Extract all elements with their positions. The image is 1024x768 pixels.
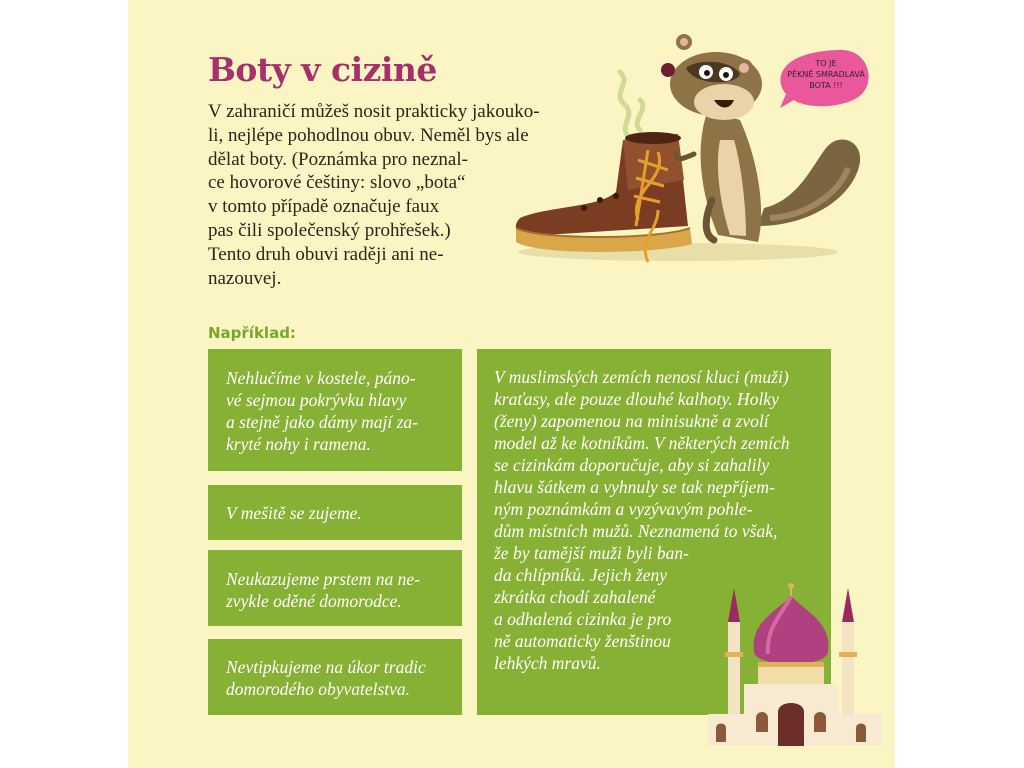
big-box-line: že by tamější muži byli ban- [494, 543, 689, 563]
big-box-line: ným poznámkám a vyzývavým pohle- [494, 499, 753, 519]
example-label: Například: [208, 324, 296, 342]
big-box-line: dům místních mužů. Neznamená to však, [494, 521, 778, 541]
rule-line: a stejně jako dámy mají za- [226, 412, 418, 432]
intro-line: nazouvej. [208, 267, 282, 289]
rule-box [208, 550, 462, 626]
intro-line: pas čili společenský prohřešek.) [208, 219, 451, 241]
rule-box [208, 639, 462, 715]
intro-line: V zahraničí můžeš nosit prakticky jakouko- [208, 101, 540, 122]
rule-line: zvykle oděné domorodce. [226, 591, 402, 611]
boot-icon [516, 132, 692, 262]
rule-line: Neukazujeme prstem na ne- [226, 569, 420, 589]
rule-box [208, 485, 462, 540]
speech-bubble-line: BOTA !!! [809, 81, 843, 90]
big-box-line: da chlípníků. Jejich ženy [494, 565, 667, 585]
intro-paragraph [208, 100, 558, 290]
rule-line: kryté nohy i ramena. [226, 434, 371, 454]
big-box-line: hlavu šátkem a vyhnuly se tak nepříjem- [494, 477, 775, 497]
big-box-line: kraťasy, ale pouze dlouhé kalhoty. Holky [494, 389, 779, 409]
speech-bubble-line: PĚKNĚ SMRADLAVÁ [787, 70, 865, 79]
big-box-line: model až ke kotníkům. V některých zemích [494, 433, 790, 453]
rule-line: V mešitě se zujeme. [226, 503, 362, 523]
boot-and-ferret-illustration [508, 30, 878, 275]
book-page [128, 0, 895, 768]
rule-line: vé sejmou pokrývku hlavy [226, 390, 407, 410]
mosque-icon [708, 583, 882, 746]
intro-line: Tento druh obuvi raději ani ne- [208, 243, 444, 265]
intro-line: dělat boty. (Poznámka pro neznal- [208, 148, 468, 170]
big-box-line: zkrátka chodí zahalené [494, 587, 656, 607]
intro-line: ce hovorové češtiny: slovo „bota“ [208, 172, 466, 194]
speech-bubble-line: TO JE [815, 59, 837, 68]
rule-line: Nevtipkujeme na úkor tradic [226, 657, 426, 677]
rule-box [208, 349, 462, 471]
rule-line: domorodého obyvatelstva. [226, 679, 411, 699]
big-box-line: ně automaticky ženštinou [494, 631, 671, 651]
big-box-line: V muslimských zemích nenosí kluci (muži) [494, 367, 789, 387]
big-box-line: a odhalená cizinka je pro [494, 609, 672, 629]
rule-line: Nehlučíme v kostele, páno- [226, 368, 416, 388]
page-title: Boty v cizině [208, 50, 437, 89]
intro-line: v tomto případě označuje faux [208, 196, 440, 218]
smell-wisps [620, 72, 643, 138]
intro-line: li, nejlépe pohodlnou obuv. Neměl bys ale [208, 124, 529, 146]
big-box-line: se cizinkám doporučuje, aby si zahalily [494, 455, 770, 475]
speech-bubble [780, 50, 869, 108]
mosque-illustration [706, 582, 886, 752]
big-box-line: lehkých mravů. [494, 653, 601, 673]
big-box-line: (ženy) zapomenou na minisukně a zvolí [494, 411, 769, 431]
